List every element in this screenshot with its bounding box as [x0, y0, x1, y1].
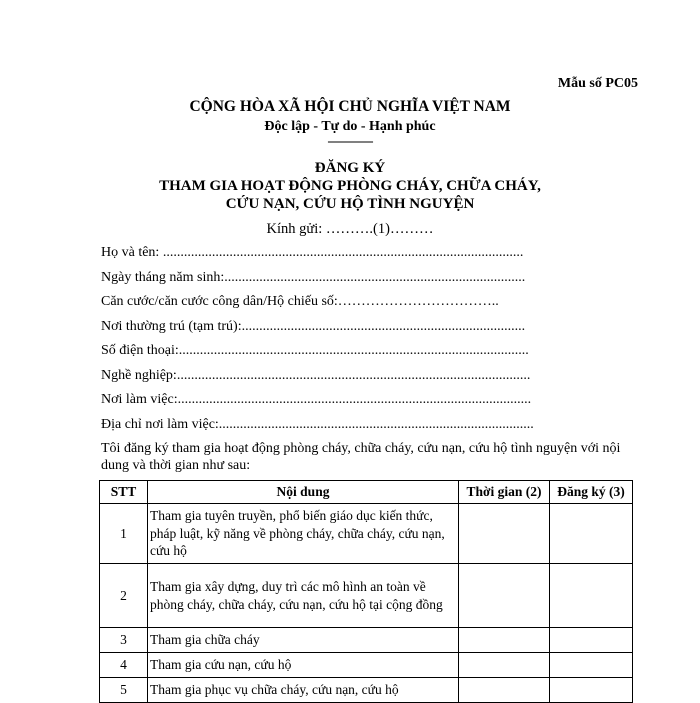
header-time: Thời gian (2): [459, 481, 550, 504]
row-stt: 4: [100, 653, 148, 678]
field-date-of-birth: Ngày tháng năm sinh:......................................................................................: [101, 269, 526, 285]
motto: Độc lập - Tự do - Hạnh phúc: [264, 119, 436, 134]
field-phone: Số điện thoại:....................................................................................................: [101, 343, 529, 358]
row-register-cell: [550, 504, 633, 564]
row-stt: 3: [100, 628, 148, 653]
form-code: Mẫu số PC05: [557, 76, 638, 91]
row-time-cell: [459, 504, 550, 564]
row-content: Tham gia chữa cháy: [148, 628, 459, 653]
row-content: Tham gia cứu nạn, cứu hộ: [148, 653, 459, 678]
nation-heading: CỘNG HÒA XÃ HỘI CHỦ NGHĨA VIỆT NAM: [189, 98, 511, 115]
row-content: Tham gia xây dựng, duy trì các mô hình an toàn về phòng cháy, chữa cháy, cứu nạn, cứu hộ tại cộng đồng: [148, 564, 459, 628]
row-content: Tham gia tuyên truyền, phổ biến giáo dục kiến thức, pháp luật, kỹ năng về phòng cháy, chữa cháy, cứu nạn, cứu hộ: [148, 504, 459, 564]
row-time-cell: [459, 628, 550, 653]
field-occupation: Nghề nghiệp:.....................................................................................................: [101, 367, 531, 383]
row-register-cell: [550, 653, 633, 678]
table-row: [100, 653, 633, 678]
separator: ---------------: [327, 134, 373, 148]
field-residence: Nơi thường trú (tạm trú):.................................................................................: [101, 318, 526, 334]
row-time-cell: [459, 678, 550, 703]
activity-table: [99, 480, 633, 703]
row-stt: 2: [100, 564, 148, 628]
row-time-cell: [459, 653, 550, 678]
title-line-2: THAM GIA HOẠT ĐỘNG PHÒNG CHÁY, CHỮA CHÁY,: [159, 178, 541, 194]
row-stt: 1: [100, 504, 148, 564]
row-register-cell: [550, 678, 633, 703]
title-line-3: CỨU NẠN, CỨU HỘ TÌNH NGUYỆN: [225, 196, 475, 212]
header-register: Đăng ký (3): [550, 481, 633, 504]
table-row: [100, 504, 633, 564]
row-time-cell: [459, 564, 550, 628]
table-row: [100, 564, 633, 628]
table-header-row: [100, 481, 633, 504]
field-workplace: Nơi làm việc:.....................................................................................................: [101, 392, 532, 407]
row-content: Tham gia phục vụ chữa cháy, cứu nạn, cứu hộ: [148, 678, 459, 703]
table-row: [100, 628, 633, 653]
title-line-1: ĐĂNG KÝ: [314, 160, 386, 176]
field-workplace-address: Địa chỉ nơi làm việc:..........................................................................................: [101, 416, 534, 432]
intro-paragraph: Tôi đăng ký tham gia hoạt động phòng cháy, chữa cháy, cứu nạn, cứu hộ tình nguyện với nội dung và thời gian như sau:: [101, 441, 621, 473]
addressee: Kính gửi: ……….(1)………: [266, 221, 434, 237]
table-row: [100, 678, 633, 703]
row-stt: 5: [100, 678, 148, 703]
row-register-cell: [550, 564, 633, 628]
personal-info-fields: [101, 244, 571, 440]
field-id-number: Căn cước/căn cước công dân/Hộ chiếu số:……………………………..: [101, 294, 499, 309]
header-content: Nội dung: [148, 481, 459, 504]
row-register-cell: [550, 628, 633, 653]
header-stt: STT: [100, 481, 148, 504]
field-full-name: Họ và tên: .......................................................................................................: [101, 245, 524, 260]
